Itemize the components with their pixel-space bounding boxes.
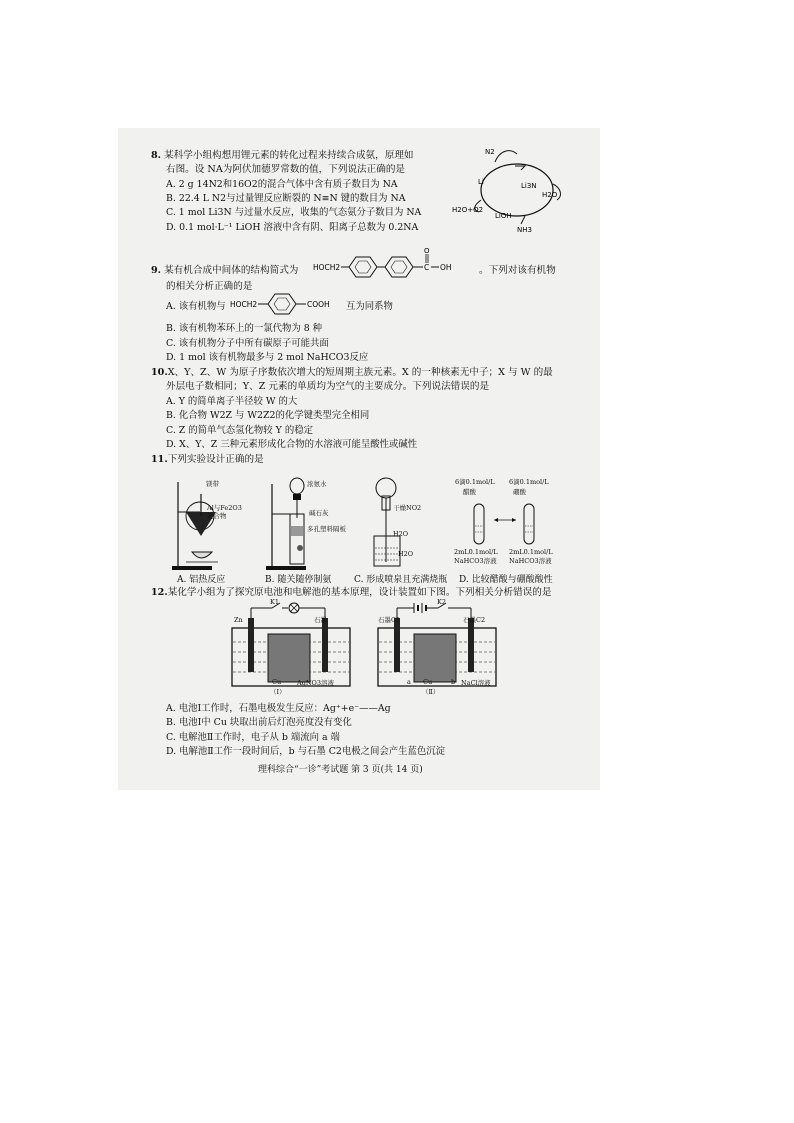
oh-label: OH: [440, 263, 452, 272]
cell1-cu-label: Cu: [272, 678, 282, 686]
cell1-switch-label: K1: [270, 598, 279, 606]
h2o-o2-label: H2O+O2: [452, 206, 484, 214]
option-a-cooh: COOH: [307, 300, 330, 309]
boric-acid-label1: 6滴0.1mol/L: [509, 478, 549, 486]
q8-stem-text1: 某科学小组构想用锂元素的转化过程来持续合成氨，原理如: [164, 150, 414, 161]
q10-option-d: D. X、Y、Z 三种元素形成化合物的水溶液可能呈酸性或碱性: [166, 439, 418, 450]
q11-stem-text: 下列实验设计正确的是: [167, 454, 264, 465]
cell1-graphite-label: 石墨: [314, 616, 327, 624]
cell1-tag: （Ⅰ）: [270, 688, 286, 696]
nahco3-b-label1: 2mL0.1mol/L: [509, 548, 553, 556]
q10-option-c: C. Z 的简单气态氢化物较 Y 的稳定: [166, 425, 313, 436]
q10-number: 10.: [151, 367, 168, 378]
cell2-b-label: b: [451, 678, 456, 686]
q8-option-b: B. 22.4 L N2与过量锂反应断裂的 N≡N 键的数目为 NA: [166, 193, 406, 204]
q9-stem-pre-text: 某有机合成中间体的结构简式为: [164, 265, 299, 276]
caption-a: A. 铝热反应: [177, 575, 226, 585]
boric-acid-label2: 硼酸: [513, 488, 526, 496]
q8-lithium-cycle-diagram: [452, 140, 585, 240]
q8-stem-line2: 右图。设 NA为阿伏加德罗常数的值，下列说法正确的是: [166, 164, 406, 175]
q9-structure-formula: [313, 246, 473, 282]
option-a-hoch2: HOCH2: [230, 300, 258, 309]
cell2-tag: （Ⅱ）: [422, 688, 440, 696]
nahco3-b-label2: NaHCO3溶液: [509, 557, 552, 565]
nahco3-a-label1: 2mL0.1mol/L: [454, 548, 498, 556]
n2-label: N2: [485, 148, 495, 156]
cell2-c1-label: 石墨C1: [378, 616, 401, 624]
q12-option-a: A. 电池Ⅰ工作时，石墨电极发生反应：Ag⁺+e⁻——Ag: [166, 703, 391, 714]
q12-option-d: D. 电解池Ⅱ工作一段时间后，b 与石墨 C2电极之间会产生蓝色沉淀: [166, 746, 445, 757]
carbonyl-c-label: C: [424, 263, 430, 272]
water-label-c2: H2O: [398, 550, 414, 558]
q10-option-b: B. 化合物 W2Z 与 W2Z2的化学键类型完全相同: [166, 410, 370, 421]
q8-option-c: C. 1 mol Li3N 与过量水反应，收集的气态氨分子数目为 NA: [166, 207, 422, 218]
nahco3-a-label2: NaHCO3溶液: [454, 557, 497, 565]
q12-option-b: B. 电池Ⅰ中 Cu 块取出前后灯泡亮度没有变化: [166, 717, 352, 728]
cell-1-galvanic: [226, 600, 356, 690]
acetic-acid-label1: 6滴0.1mol/L: [455, 478, 495, 486]
q9-option-d: D. 1 mol 该有机物最多与 2 mol NaHCO3反应: [166, 352, 369, 363]
hoch2-label: HOCH2: [313, 263, 341, 272]
q9-option-a: [166, 300, 226, 315]
nh3-label: NH3: [517, 226, 532, 234]
q10-stem-line2: 外层电子数相同；Y、Z 元素的单质均为空气的主要成分。下列说法错误的是: [166, 381, 490, 392]
q9-option-c: C. 该有机物分子中所有碳原子可能共面: [166, 338, 329, 349]
cell2-cu-label: Cu: [423, 678, 433, 686]
dry-no2-label: 干燥NO2: [393, 504, 422, 512]
q10-stem-text1: X、Y、Z、W 为原子序数依次增大的短周期主族元素。X 的一种核素无中子；X 与 W 的最: [167, 367, 553, 378]
q9-number: 9.: [151, 265, 162, 276]
q9-stem-post: 。下列对该有机物: [479, 265, 556, 276]
q8-option-d: D. 0.1 mol·L⁻¹ LiOH 溶液中含有阴、阳离子总数为 0.2NA: [166, 222, 419, 233]
apparatus-b-ammonia: [266, 474, 346, 572]
q9-stem-line2: 的相关分析正确的是: [166, 281, 253, 292]
thermite-mix-label1: Al与Fe2O3: [207, 504, 242, 512]
cell2-a-label: a: [407, 678, 411, 686]
li-label: Li: [478, 178, 484, 186]
lioh-label: LiOH: [495, 212, 512, 220]
q11-stem: [151, 453, 264, 468]
soda-lime-label: 碱石灰: [309, 509, 329, 517]
cell1-solution-label: AgNO3溶液: [297, 679, 335, 687]
cell2-c2-label: 石墨C2: [463, 616, 486, 624]
ammonia-water-label: 浓氨水: [307, 480, 327, 488]
porous-plate-label: 多孔塑料隔板: [307, 525, 346, 533]
carbonyl-o-label: O: [424, 247, 430, 255]
caption-c: C. 形成喷泉且充满烧瓶: [354, 575, 448, 585]
caption-b: B. 随关随停制氨: [265, 575, 332, 585]
q11-number: 11.: [151, 454, 168, 465]
q8-stem-line1: [151, 149, 414, 164]
q9-option-a-post: 互为同系物: [346, 301, 393, 312]
q8-number: 8.: [151, 150, 162, 161]
q9-stem-pre: [151, 264, 298, 279]
apparatus-a-thermite: [172, 474, 252, 572]
q12-number: 12.: [151, 587, 168, 598]
q9-option-b: B. 该有机物苯环上的一氯代物为 8 种: [166, 323, 323, 334]
li3n-label: Li3N: [521, 182, 537, 190]
q8-option-a: A. 2 g 14N2和16O2的混合气体中含有质子数目为 NA: [166, 179, 398, 190]
acetic-acid-label2: 醋酸: [463, 488, 476, 496]
page-footer: 理科综合“一诊”考试题 第 3 页(共 14 页): [258, 765, 423, 775]
cell2-switch-label: K2: [437, 598, 446, 606]
cell1-zn-label: Zn: [234, 616, 243, 624]
mg-ribbon-label: 镁带: [206, 480, 219, 488]
q12-stem: [151, 586, 551, 601]
q10-stem-line1: [151, 366, 553, 381]
q9-option-a-pre: A. 该有机物与: [166, 301, 226, 312]
thermite-mix-label2: 混合物: [207, 512, 227, 520]
q12-option-c: C. 电解池Ⅱ工作时，电子从 b 端流向 a 端: [166, 732, 340, 743]
h2o-label: H2O: [542, 191, 558, 199]
caption-d: D. 比较醋酸与硼酸酸性: [459, 575, 553, 585]
q12-stem-text: 某化学小组为了探究原电池和电解池的基本原理，设计装置如下图。下列相关分析错误的是: [167, 587, 552, 598]
q10-option-a: A. Y 的简单离子半径较 W 的大: [166, 396, 298, 407]
cell2-solution-label: NaCl溶液: [461, 679, 491, 687]
water-label-c1: H2O: [393, 530, 409, 538]
cell-2-electrolytic: [374, 600, 504, 690]
